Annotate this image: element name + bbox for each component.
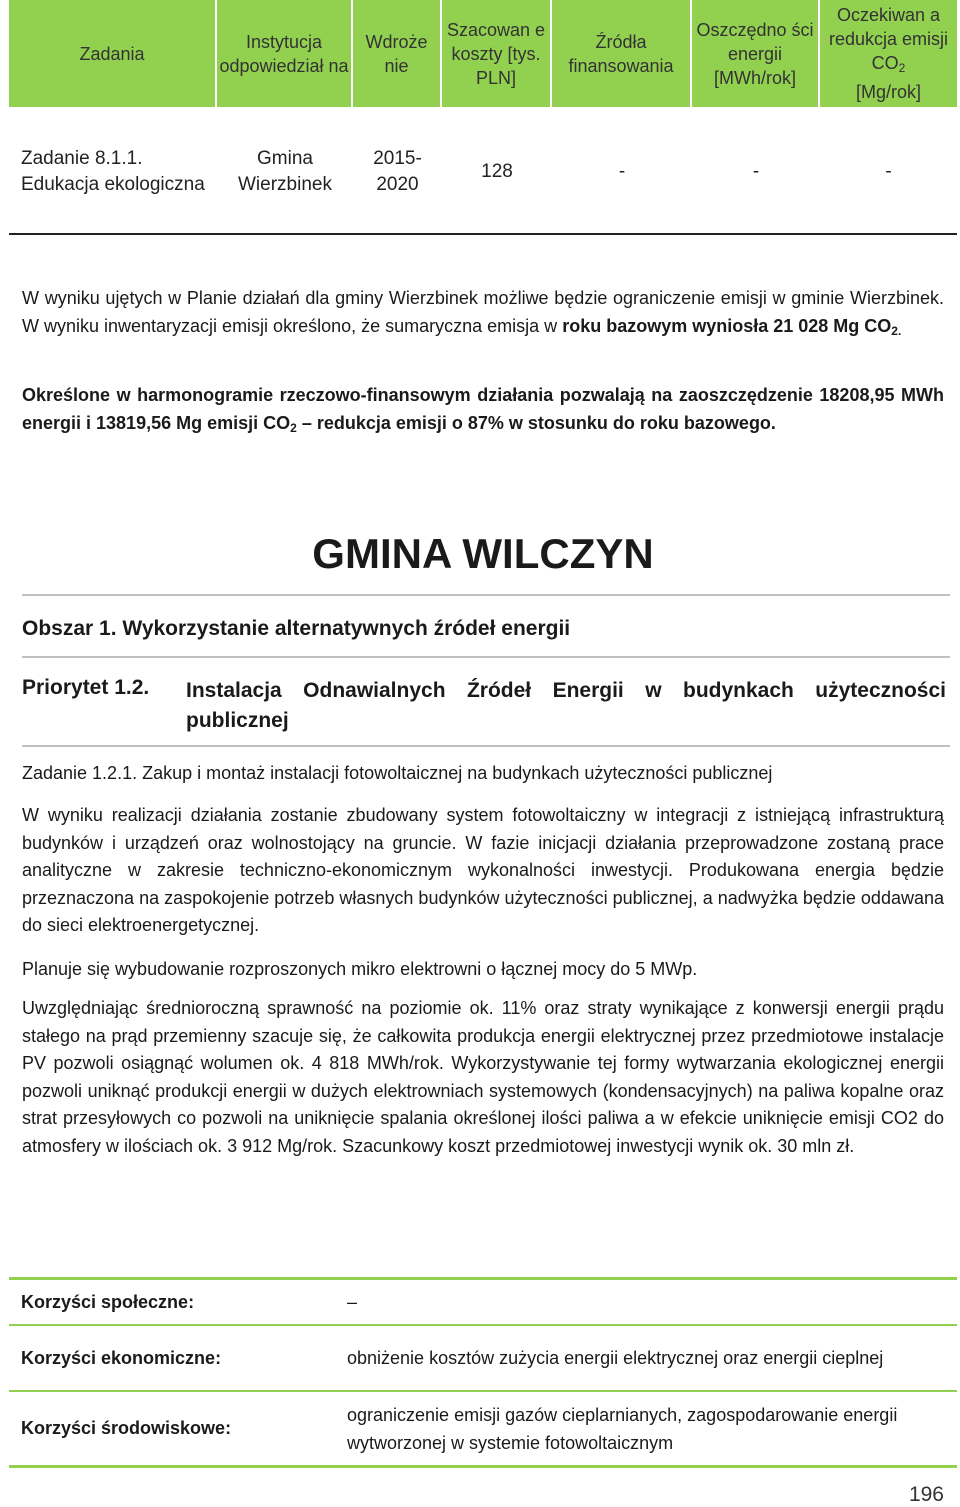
summary-p1-sub: 2. — [891, 323, 902, 338]
table-header-row — [9, 0, 957, 110]
divider — [22, 745, 950, 747]
cell-task: Zadanie 8.1.1. Edukacja ekologiczna — [21, 147, 205, 195]
area-heading: Obszar 1. Wykorzystanie alternatywnych źródeł energii — [22, 617, 571, 640]
actions-table — [9, 0, 957, 235]
cell-savings: - — [752, 160, 760, 182]
header-implementation: Wdroże nie — [353, 0, 442, 107]
priority-title: Instalacja Odnawialnych Źródeł Energii w budynkach użyteczności publicznej — [186, 679, 946, 732]
header-reduction-unit: [Mg/rok] — [855, 82, 921, 102]
task-paragraph-3: Uwzględniając średnioroczną sprawność na poziomie ok. 11% oraz straty wynikające z konwersji energii prądu stałego na prąd przemienny szacuje się, że całkowita produkcja energii elektrycznej przez przedmiotowe instalacje PV pozwoli osiągnąć wolumen ok. 4 818 MWh/rok. Wykorzystywanie tej formy wytwarzania ekologicznej energii pozwoli uniknąć produkcji energii w dużych elektrowniach systemowych (kondensacyjnych) na paliwa kopalne oraz strat przesyłowych co pozwoli na uniknięcie spalania określonej ilości paliwa a w efekcie uniknięcie emisji CO2 do atmosfery w ilościach ok. 3 912 Mg/rok. Szacunkowy koszt przedmiotowej inwestycji wynik ok. 30 mln zł. — [22, 998, 944, 1156]
summary-paragraph-1 — [22, 285, 944, 345]
summary-p1-bold: roku bazowym wyniosła 21 028 Mg CO — [562, 315, 892, 336]
header-reduction-text: Oczekiwan a redukcja emisji $CO_2$ — [828, 5, 949, 75]
divider — [22, 656, 950, 658]
header-funding: Źródła finansowania — [552, 0, 692, 107]
benefits-row — [9, 1392, 957, 1465]
page-number: 196 — [908, 1483, 944, 1506]
summary-p1-text: W wyniku ujętych w Planie działań dla gminy Wierzbinek możliwe będzie ograniczenie emisji w gminie Wierzbinek. W wyniku inwentaryzacji emisji określono, że sumaryczna emisja w — [22, 288, 944, 336]
task-heading: Zadanie 1.2.1. Zakup i montaż instalacji fotowoltaicznej na budynkach użyteczności publicznej — [22, 763, 773, 783]
task-paragraph-2: Planuje się wybudowanie rozproszonych mikro elektrowni o łącznej mocy do 5 MWp. — [22, 959, 698, 979]
benefit-label: Korzyści ekonomiczne: — [21, 1347, 222, 1368]
header-costs: Szacowan e koszty [tys. PLN] — [442, 0, 552, 107]
task-paragraph-1: W wyniku realizacji działania zostanie zbudowany system fotowoltaiczny w integracji z istniejącą infrastrukturą budynków i urządzeń oraz wolnostojący na gruncie. W fazie inicjacji działania przeprowadzone zostaną prace analityczne w zakresie techniczno-ekonomicznym wykonalności inwestycji. Produkowana energia będzie przeznaczona na zaspokojenie potrzeb własnych budynków użyteczności publicznej, a nadwyżka będzie oddawana do sieci elektroenergetycznej. — [22, 805, 944, 935]
table-row — [9, 110, 957, 235]
summary-p2-rest: – redukcja emisji o 87% w stosunku do roku bazowego. — [296, 412, 776, 433]
priority-label: Priorytet 1.2. — [22, 676, 150, 699]
cell-source: - — [618, 160, 626, 182]
cell-reduction: - — [885, 160, 892, 182]
benefit-value: – — [347, 1292, 358, 1312]
cell-period: 2015- 2020 — [373, 147, 422, 195]
header-reduction — [820, 0, 957, 107]
benefits-row — [9, 1280, 957, 1326]
summary-p2-text: Określone w harmonogramie rzeczowo-finansowym działania pozwalają na zaoszczędzenie 18208,95 MWh energii i 13819,56 Mg emisji CO — [22, 385, 944, 433]
summary-p2-sub: 2 — [290, 420, 297, 435]
section-title: GMINA WILCZYN — [312, 530, 654, 577]
cell-institution: Gmina Wierzbinek — [238, 147, 332, 195]
header-savings: Oszczędno ści energii [MWh/rok] — [692, 0, 820, 107]
cell-cost: 128 — [481, 160, 513, 182]
benefits-table — [9, 1277, 957, 1468]
header-institution: Instytucja odpowiedział na — [217, 0, 353, 107]
header-tasks: Zadania — [9, 0, 217, 107]
summary-paragraph-2 — [22, 382, 944, 442]
benefit-label: Korzyści środowiskowe: — [21, 1418, 232, 1438]
benefit-value: ograniczenie emisji gazów cieplarnianych, zagospodarowanie energii wytworzonej w systemie fotowoltaicznym — [347, 1404, 898, 1453]
benefit-label: Korzyści społeczne: — [21, 1291, 195, 1312]
benefit-value: obniżenie kosztów zużycia energii elektrycznej oraz energii cieplnej — [347, 1348, 884, 1368]
benefits-row — [9, 1326, 957, 1392]
divider — [22, 594, 950, 596]
